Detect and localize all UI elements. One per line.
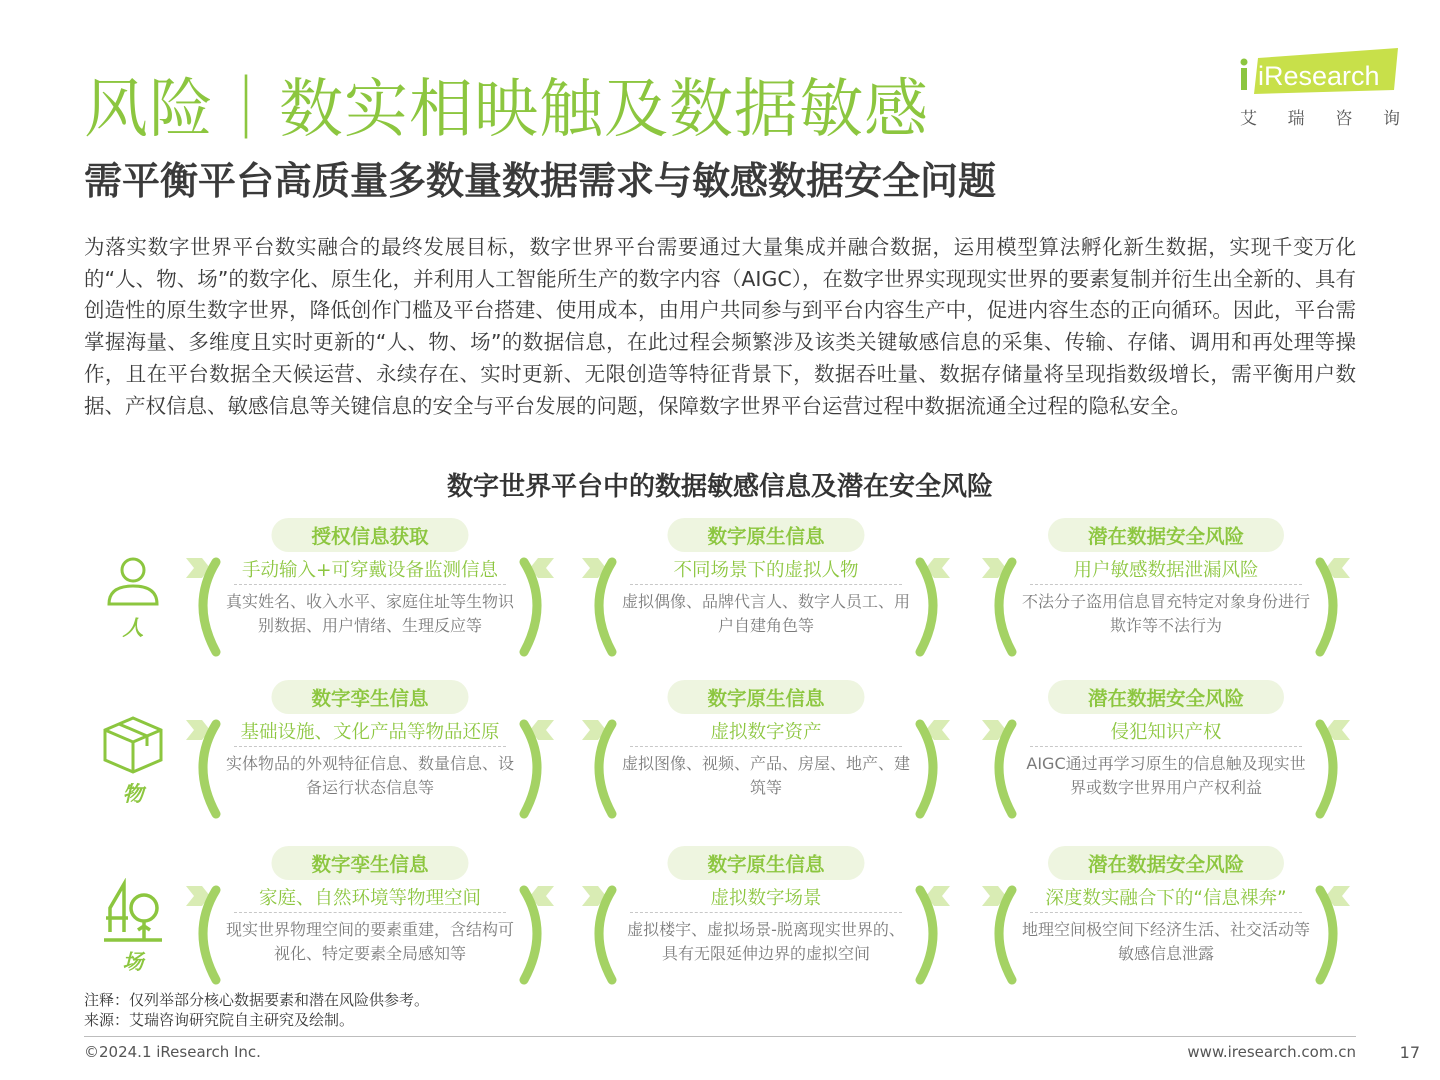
card-divider	[1030, 746, 1302, 747]
logo-chinese	[1240, 104, 1400, 129]
info-card	[594, 518, 938, 652]
card-divider	[630, 584, 902, 585]
card-description: AIGC通过再学习原生的信息触及现实世界或数字世界用户产权利益	[1026, 754, 1306, 797]
card-divider	[1030, 584, 1302, 585]
info-card	[994, 518, 1338, 652]
logo-char: 瑞	[1287, 109, 1305, 129]
info-card	[994, 846, 1338, 980]
card-heading: 家庭、自然环境等物理空间	[258, 888, 481, 909]
logo-char: 咨	[1335, 109, 1353, 129]
card-category-pill: 潜在数据安全风险	[1048, 680, 1284, 714]
box-icon	[101, 714, 165, 776]
intro-paragraph: 为落实数字世界平台数实融合的最终发展目标，数字世界平台需要通过大量集成并融合数据，运用模型算法孵化新生数据，实现千变万化的“人、物、场”的数字化、原生化，并利用人工智能所生产的数字内容（AIGC），在数字世界实现现实世界的要素复制并衍生出全新的、具有创造性的原生数字世界，降低创作门槛及平台搭建、使用成本，由用户共同参与到平台内容生产中，促进内容生态的正向循环。因此，平台需掌握海量、多维度且实时更新的“人、物、场”的数据信息，在此过程会频繁涉及该类关键敏感信息的采集、传输、存储、调用和再处理等操作，且在平台数据全天候运营、永续存在、实时更新、无限创造等特征背景下，数据吞吐量、数据存储量将呈现指数级增长，需平衡用户数据、产权信息、敏感信息等关键信息的安全与平台发展的问题，保障数字世界平台运营过程中数据流通全过程的隐私安全。	[84, 235, 1356, 418]
row-label: 人	[122, 616, 144, 640]
card-heading: 深度数实融合下的“信息裸奔”	[1045, 888, 1287, 909]
card-heading: 虚拟数字场景	[710, 888, 822, 909]
info-card	[198, 846, 542, 980]
card-heading: 侵犯知识产权	[1110, 722, 1222, 743]
card-description: 现实世界物理空间的要素重建，含结构可视化、特定要素全局感知等	[225, 920, 514, 963]
card-description: 实体物品的外观特征信息、数量信息、设备运行状态信息等	[225, 754, 514, 797]
info-card	[594, 846, 938, 980]
info-card	[994, 680, 1338, 814]
row-label: 场	[122, 950, 144, 974]
card-divider	[1030, 912, 1302, 913]
logo-char: 艾	[1240, 109, 1257, 129]
info-card	[594, 680, 938, 814]
card-divider	[234, 584, 506, 585]
copyright: ©2024.1 iResearch Inc.	[84, 1043, 261, 1061]
card-description: 虚拟楼宇、虚拟场景-脱离现实世界的、具有无限延伸边界的虚拟空间	[627, 920, 905, 963]
row-object	[88, 714, 178, 808]
notes	[84, 990, 429, 1030]
page-number: 17	[1399, 1043, 1420, 1062]
card-heading: 用户敏感数据泄漏风险	[1073, 560, 1259, 581]
note-text: 注释：仅列举部分核心数据要素和潜在风险供参考。	[84, 991, 430, 1009]
person-icon	[103, 556, 163, 610]
card-category-pill: 授权信息获取	[271, 518, 468, 552]
card-divider	[630, 746, 902, 747]
card-heading: 不同场景下的虚拟人物	[673, 560, 859, 581]
logo-char: 询	[1382, 109, 1400, 129]
page-subtitle: 需平衡平台高质量多数量数据需求与敏感数据安全问题	[84, 159, 997, 203]
card-divider	[234, 746, 506, 747]
card-description: 真实姓名、收入水平、家庭住址等生物识别数据、用户情绪、生理反应等	[225, 592, 514, 635]
info-card	[198, 518, 542, 652]
card-description: 虚拟图像、视频、产品、房屋、地产、建筑等	[621, 754, 910, 797]
diagram-title: 数字世界平台中的数据敏感信息及潜在安全风险	[446, 472, 993, 502]
source-text: 来源：艾瑞咨询研究院自主研究及绘制。	[84, 1011, 355, 1029]
row-label: 物	[122, 782, 144, 806]
card-description: 虚拟偶像、品牌代言人、数字人员工、用户自建角色等	[621, 592, 910, 635]
website-link[interactable]: www.iresearch.com.cn	[1187, 1043, 1356, 1061]
card-category-pill: 数字孪生信息	[271, 680, 468, 714]
row-person	[88, 556, 178, 642]
card-heading: 虚拟数字资产	[710, 722, 822, 743]
card-category-pill: 数字原生信息	[667, 846, 864, 880]
landscape-icon	[102, 878, 164, 944]
card-divider	[234, 912, 506, 913]
footer-divider	[84, 1036, 1356, 1037]
info-card	[198, 680, 542, 814]
card-heading: 基础设施、文化产品等物品还原	[240, 722, 500, 743]
card-category-pill: 潜在数据安全风险	[1048, 846, 1284, 880]
card-category-pill: 数字原生信息	[667, 518, 864, 552]
row-scene	[88, 878, 178, 976]
card-divider	[630, 912, 902, 913]
card-category-pill: 潜在数据安全风险	[1048, 518, 1284, 552]
logo-brand-text: iResearch	[1258, 61, 1380, 91]
card-description: 不法分子盗用信息冒充特定对象身份进行欺诈等不法行为	[1021, 592, 1310, 635]
page-title: 风险｜数实相映触及数据敏感	[84, 73, 929, 147]
card-description: 地理空间极空间下经济生活、社交活动等敏感信息泄露	[1021, 920, 1310, 963]
card-heading: 手动输入+可穿戴设备监测信息	[241, 560, 498, 581]
card-category-pill: 数字原生信息	[667, 680, 864, 714]
card-category-pill: 数字孪生信息	[271, 846, 468, 880]
